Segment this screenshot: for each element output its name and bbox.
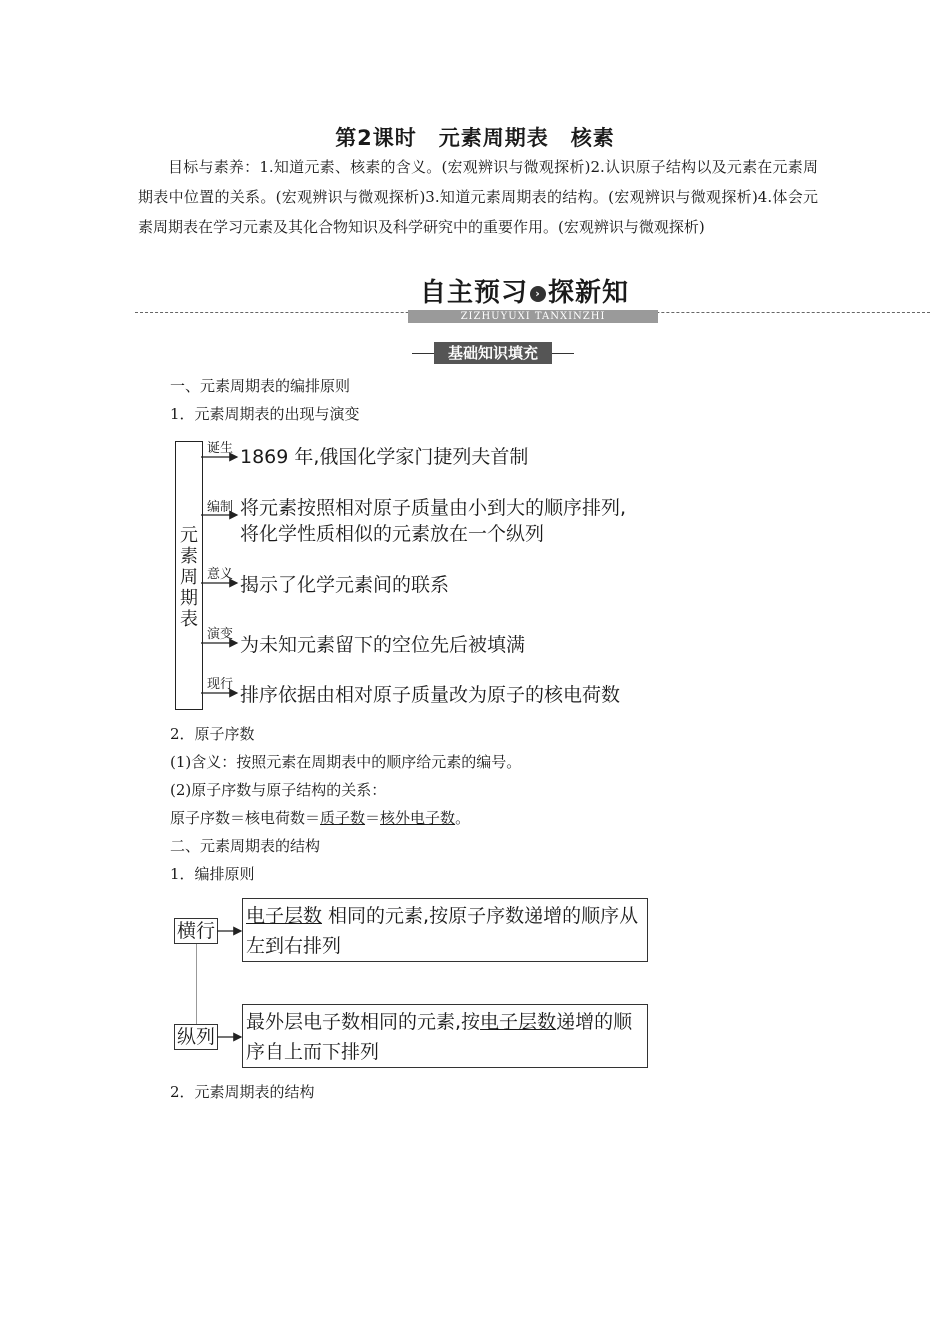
section2-item2: 2．元素周期表的结构 [170,1083,315,1101]
answer-electron-shells-2: 电子层数 [480,1011,557,1033]
branch-label-evolution: 演变 [207,627,234,642]
answer-electron-shells: 电子层数 [246,905,323,927]
row-col-connector [196,944,197,1024]
banner-pinyin: ZIZHUYUXI TANXINZHI [408,310,658,323]
section1-item2: 2．原子序数 [170,725,255,743]
branch-text-compile-2: 将化学性质相似的元素放在一个纵列 [240,523,545,545]
branch-text-current: 排序依据由相对原子质量改为原子的核电荷数 [240,684,621,706]
section1-heading: 一、元素周期表的编排原则 [170,377,351,395]
answer-proton-number: 质子数 [320,809,366,827]
section2-item1: 1．编排原则 [170,865,255,883]
page-title: 第2课时 元素周期表 核素 [335,126,615,150]
learning-goals: 目标与素养：1.知道元素、核素的含义。(宏观辨识与微观探析)2.认识原子结构以及元素在元素周期表中位置的关系。(宏观辨识与微观探析)3.知道元素周期表的结构。(宏观辨识与微观探析)4.体会元素周期表在学习元素及其化合物知识及科学研究中的重要作用。(宏观辨识与微观探析) [138,158,818,236]
branch-label-birth: 诞生 [207,441,234,456]
branch-text-meaning: 揭示了化学元素间的联系 [240,574,450,596]
arrow-circle-icon: › [530,286,546,302]
branch-label-current: 现行 [207,677,234,692]
principle-arrows [217,918,245,1048]
atomic-number-equation: 原子序数＝核电荷数＝质子数＝核外电子数。 [170,809,471,827]
answer-electron-number: 核外电子数 [380,809,456,827]
group-label-box: 纵列 [174,1024,218,1050]
atomic-number-meaning: (1)含义：按照元素在周期表中的顺序给元素的编号。 [170,753,522,771]
diagram-box [175,441,203,710]
diagram-box-label: 元素周期表 [180,525,198,630]
branch-label-compile: 编制 [207,500,234,515]
branch-text-birth: 1869 年,俄国化学家门捷列夫首制 [240,446,529,468]
banner-main-left: 自主预习 [420,278,529,308]
period-label-box: 横行 [174,918,218,944]
subheading-label: 基础知识填充 [434,342,552,364]
branch-label-meaning: 意义 [207,567,234,582]
banner-main-right: 探新知 [548,278,630,308]
subheading [412,342,574,364]
group-rule-box: 最外层电子数相同的元素,按电子层数递增的顺 序自上而下排列 [242,1004,648,1068]
period-rule-box: 电子层数 相同的元素,按原子序数递增的顺序从 左到右排列 [242,898,648,962]
section2-heading: 二、元素周期表的结构 [170,837,321,855]
branch-text-compile: 将元素按照相对原子质量由小到大的顺序排列, [240,497,627,519]
branch-text-evolution: 为未知元素留下的空位先后被填满 [240,634,526,656]
atomic-number-relation: (2)原子序数与原子结构的关系： [170,781,387,799]
section1-item1: 1．元素周期表的出现与演变 [170,405,360,423]
section-banner [408,272,658,322]
